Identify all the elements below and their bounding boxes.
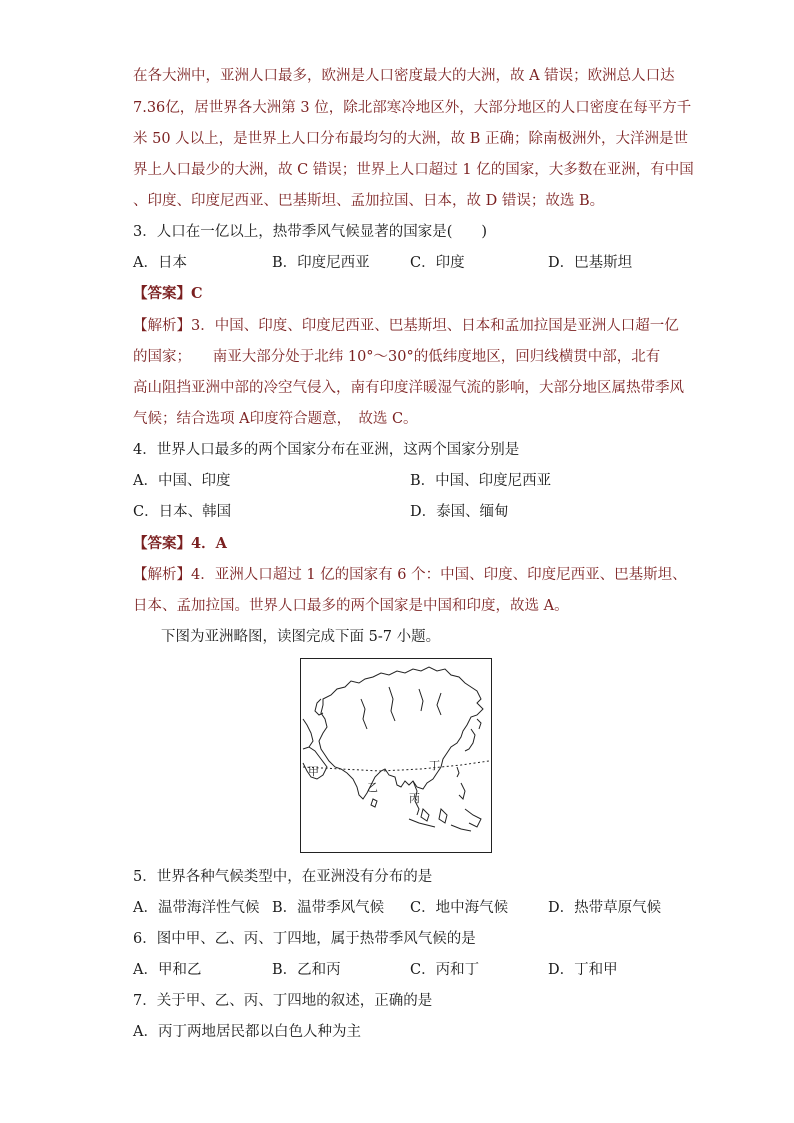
q6-option-a: A．甲和乙 <box>133 962 202 978</box>
q7-option-a: A．丙丁两地居民都以白色人种为主 <box>133 1024 361 1040</box>
q3-option-b: B．印度尼西亚 <box>272 255 370 271</box>
asia-outline-drawing <box>301 659 491 851</box>
q5-option-b: B．温带季风气候 <box>272 900 385 916</box>
intro-line: 界上人口最少的大洲，故 C 错误；世界上人口超过 1 亿的国家，大多数在亚洲，有中国 <box>133 162 694 178</box>
q6-option-d: D．丁和甲 <box>548 962 618 978</box>
q3-answer: 【答案】C <box>133 285 203 302</box>
q5-option-c: C．地中海气候 <box>410 900 509 916</box>
q4-option-c: C．日本、韩国 <box>133 504 232 520</box>
question-7-stem: 7．关于甲、乙、丙、丁四地的叙述，正确的是 <box>133 993 433 1009</box>
question-5-stem: 5．世界各种气候类型中，在亚洲没有分布的是 <box>133 869 433 885</box>
q3-analysis-line: 【解析】3．中国、印度、印度尼西亚、巴基斯坦、日本和孟加拉国是亚洲人口超一亿 <box>133 318 679 334</box>
question-4-stem: 4．世界人口最多的两个国家分布在亚洲，这两个国家分别是 <box>133 442 520 458</box>
map-label-yi: 乙 <box>367 781 378 794</box>
intro-line: 7.36亿，居世界各大洲第 3 位，除北部寒冷地区外，大部分地区的人口密度在每平方千 <box>133 100 692 116</box>
q4-option-b: B．中国、印度尼西亚 <box>410 473 552 489</box>
q4-option-d: D．泰国、缅甸 <box>410 504 509 520</box>
map-intro: 下图为亚洲略图，读图完成下面 5-7 小题。 <box>161 629 441 645</box>
q3-analysis-line: 高山阻挡亚洲中部的冷空气侵入，南有印度洋暖湿气流的影响，大部分地区属热带季风 <box>133 380 684 396</box>
intro-line: 、印度、印度尼西亚、巴基斯坦、孟加拉国、日本，故 D 错误；故选 B。 <box>133 193 605 209</box>
question-6-stem: 6．图中甲、乙、丙、丁四地，属于热带季风气候的是 <box>133 931 476 947</box>
q4-option-a: A．中国、印度 <box>133 473 231 489</box>
q3-option-d: D．巴基斯坦 <box>548 255 633 271</box>
q6-option-c: C．丙和丁 <box>410 962 480 978</box>
map-label-ding: 丁 <box>429 759 440 772</box>
asia-sketch-map <box>300 658 492 853</box>
q3-analysis-line: 的国家； 南亚大部分处于北纬 10°～30°的低纬度地区，回归线横贯中部，北有 <box>133 349 661 365</box>
question-3-stem: 3．人口在一亿以上，热带季风气候显著的国家是( ) <box>133 224 488 240</box>
q4-answer: 【答案】4．A <box>133 535 227 552</box>
q3-option-c: C．印度 <box>410 255 465 271</box>
q3-option-a: A．日本 <box>133 255 187 271</box>
q4-analysis-line: 【解析】4．亚洲人口超过 1 亿的国家有 6 个：中国、印度、印度尼西亚、巴基斯坦、 <box>133 567 687 583</box>
intro-line: 在各大洲中，亚洲人口最多，欧洲是人口密度最大的大洲，故 A 错误；欧洲总人口达 <box>133 68 675 84</box>
q3-analysis-line: 气候；结合选项 A印度符合题意， 故选 C。 <box>133 411 418 427</box>
q5-option-a: A．温带海洋性气候 <box>133 900 260 916</box>
map-label-jia: 甲 <box>308 765 319 778</box>
q5-option-d: D．热带草原气候 <box>548 900 662 916</box>
map-label-bing: 丙 <box>409 792 420 805</box>
q4-analysis-line: 日本、孟加拉国。世界人口最多的两个国家是中国和印度，故选 A。 <box>133 598 569 614</box>
q6-option-b: B．乙和丙 <box>272 962 341 978</box>
intro-line: 米 50 人以上，是世界上人口分布最均匀的大洲，故 B 正确；除南极洲外，大洋洲是世 <box>133 131 689 147</box>
